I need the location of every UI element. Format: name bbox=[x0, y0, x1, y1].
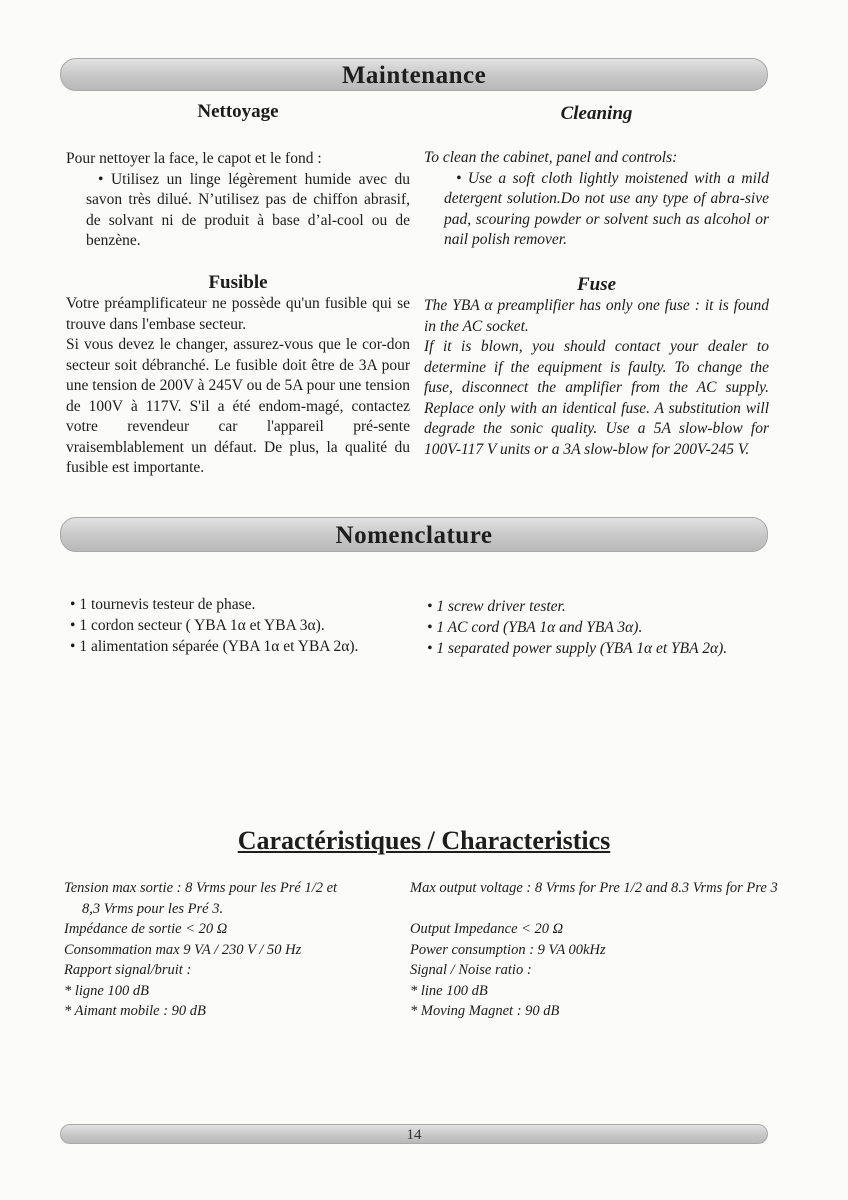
fuse-fr-p1: Votre préamplificateur ne possède qu'un fusible qui se trouve dans l'embase secteur. bbox=[66, 295, 410, 333]
fuse-fr-p2: Si vous devez le changer, assurez-vous que le cor-don secteur soit débranché. Le fusible doit être de 3A pour une tension de 200V à 245V ou de 5A pour une tension de 100V à 117V. S'il a été endom-magé, contactez votre revendeur car l'appareil pré-sente vraisemblablement un défaut. De plus, la qualité du fusible est importante. bbox=[66, 336, 410, 476]
spec-line: * ligne 100 dB bbox=[64, 982, 149, 999]
spec-line: Impédance de sortie < 20 Ω bbox=[64, 921, 228, 937]
characteristics-title: Caractéristiques / Characteristics bbox=[237, 826, 611, 855]
spec-line: Max output voltage : 8 Vrms for Pre 1/2 and 8.3 Vrms for Pre 3 bbox=[410, 880, 778, 896]
spec-line: Consommation max 9 VA / 230 V / 50 Hz bbox=[64, 941, 302, 958]
spec-line: Power consumption : 9 VA 00kHz bbox=[410, 941, 606, 958]
fuse-en-p1: The YBA α preamplifier has only one fuse : it is found in the AC socket. bbox=[424, 297, 769, 335]
maintenance-title: Maintenance bbox=[341, 62, 487, 89]
nomenclature-banner bbox=[60, 517, 768, 552]
fuse-en-section bbox=[424, 274, 769, 460]
nomenclature-en-list-wrap bbox=[427, 596, 772, 659]
nomenclature-fr-list-wrap bbox=[70, 594, 414, 657]
spec-line: Output Impedance < 20 Ω bbox=[410, 921, 564, 937]
cleaning-en-heading: Cleaning bbox=[560, 103, 633, 124]
list-item: • 1 alimentation séparée (YBA 1α et YBA 2α). bbox=[70, 636, 414, 657]
spec-spacer bbox=[410, 899, 780, 920]
spec-line: * Aimant mobile : 90 dB bbox=[64, 1003, 206, 1019]
nomenclature-fr-list bbox=[70, 594, 414, 657]
characteristics-fr bbox=[64, 878, 409, 1022]
list-item: • 1 cordon secteur ( YBA 1α et YBA 3α). bbox=[70, 615, 414, 636]
spec-line: * Moving Magnet : 90 dB bbox=[410, 1003, 560, 1019]
spec-line: 8,3 Vrms pour les Pré 3. bbox=[82, 900, 224, 917]
list-item: • 1 tournevis testeur de phase. bbox=[70, 594, 414, 615]
cleaning-fr-intro: Pour nettoyer la face, le capot et le fond : bbox=[66, 150, 322, 167]
cleaning-en-bullet: • Use a soft cloth lightly moistened with a mild detergent solution.Do not use any type of abra-sive pad, scouring powder or solvent such as alcohol or nail polish remover. bbox=[444, 169, 769, 248]
list-item: • 1 AC cord (YBA 1α and YBA 3α). bbox=[427, 617, 772, 638]
cleaning-fr-heading: Nettoyage bbox=[197, 101, 279, 122]
nomenclature-title: Nomenclature bbox=[335, 522, 493, 549]
characteristics-en bbox=[410, 878, 780, 1022]
maintenance-banner bbox=[60, 58, 768, 91]
cleaning-fr-bullet: • Utilisez un linge légèrement humide avec du savon très dilué. N’utilisez pas de chiffon abrasif, de solvant ni de produit à base d’al-cool ou de benzène. bbox=[86, 170, 410, 249]
page-number: 14 bbox=[406, 1127, 422, 1143]
fuse-fr-section bbox=[66, 272, 410, 479]
cleaning-fr-section bbox=[66, 101, 410, 252]
fuse-en-p2: If it is blown, you should contact your dealer to determine if the equipment is faulty. To change the fuse, disconnect the amplifier from the AC supply. Replace only with an identical fuse. A substitution will degrade the sonic quality. Use a 5A slow-blow for 100V-117 V units or a 3A slow-blow for 200V-245 V. bbox=[424, 338, 769, 458]
footer-bar bbox=[60, 1124, 768, 1144]
fuse-en-heading: Fuse bbox=[576, 274, 617, 295]
cleaning-en-section bbox=[424, 103, 769, 251]
list-item: • 1 separated power supply (YBA 1α et YBA 2α). bbox=[427, 638, 772, 659]
spec-line: Rapport signal/bruit : bbox=[64, 962, 192, 978]
nomenclature-en-list bbox=[427, 596, 772, 659]
list-item: • 1 screw driver tester. bbox=[427, 596, 772, 617]
spec-line: Tension max sortie : 8 Vrms pour les Pré 1/2 et bbox=[64, 880, 338, 896]
fuse-fr-heading: Fusible bbox=[208, 272, 268, 293]
cleaning-en-intro: To clean the cabinet, panel and controls: bbox=[424, 149, 678, 166]
spec-line: Signal / Noise ratio : bbox=[410, 962, 532, 978]
spec-line: * line 100 dB bbox=[410, 982, 488, 999]
